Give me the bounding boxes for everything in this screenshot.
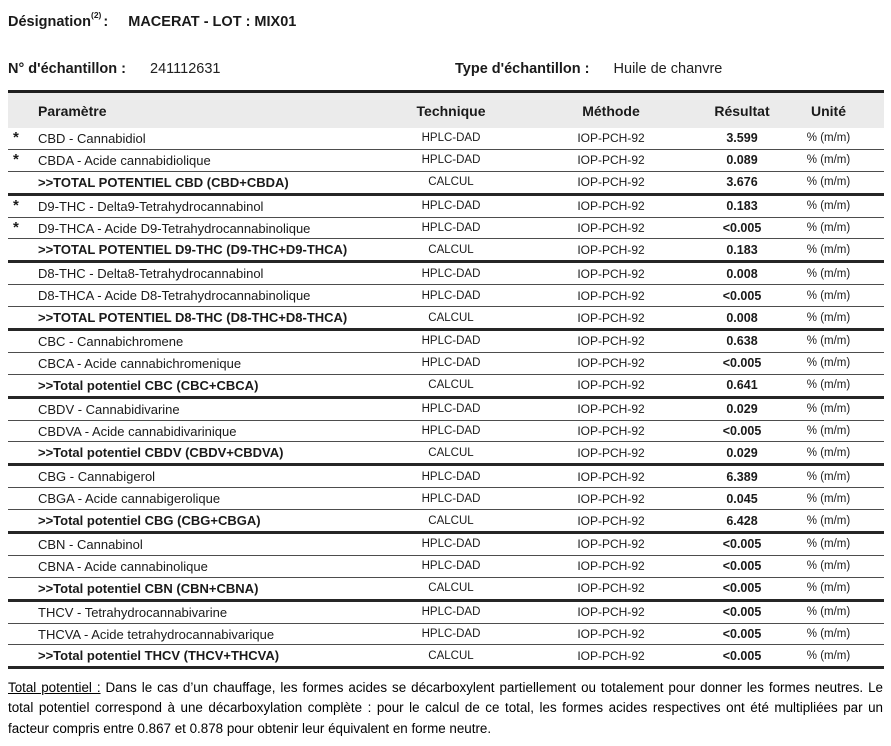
technique-cell: CALCUL	[428, 311, 474, 324]
resultat-cell: <0.005	[722, 648, 762, 663]
technique-cell: HPLC-DAD	[421, 470, 481, 483]
unite-cell: % (m/m)	[806, 425, 851, 438]
methode-cell: IOP-PCH-92	[577, 242, 645, 257]
unite-cell: % (m/m)	[806, 176, 851, 189]
unite-cell: % (m/m)	[806, 560, 851, 573]
param-cell: >>Total potentiel CBC (CBC+CBCA)	[38, 377, 259, 393]
table-row	[8, 466, 884, 488]
technique-cell: HPLC-DAD	[421, 267, 481, 280]
technique-cell: HPLC-DAD	[421, 425, 481, 438]
methode-cell: IOP-PCH-92	[577, 221, 645, 235]
technique-cell: CALCUL	[428, 514, 474, 527]
param-cell: CBN - Cannabinol	[38, 536, 143, 552]
technique-cell: HPLC-DAD	[421, 560, 481, 573]
table-row	[8, 218, 884, 240]
param-cell: THCV - Tetrahydrocannabivarine	[38, 604, 228, 620]
table-row	[8, 602, 884, 624]
param-cell: D8-THC - Delta8-Tetrahydrocannabinol	[38, 266, 264, 282]
param-cell: D9-THCA - Acide D9-Tetrahydrocannabinolique	[38, 220, 311, 236]
resultat-cell: <0.005	[722, 288, 762, 303]
technique-cell: CALCUL	[428, 243, 474, 256]
table-row	[8, 399, 884, 421]
technique-cell: HPLC-DAD	[421, 538, 481, 551]
technique-cell: HPLC-DAD	[421, 492, 481, 505]
resultat-cell: <0.005	[722, 424, 762, 439]
resultat-cell: 0.029	[726, 445, 758, 460]
designation-value: MACERAT - LOT : MIX01	[128, 14, 297, 30]
unite-cell: % (m/m)	[806, 403, 851, 416]
param-cell: CBDVA - Acide cannabidivarinique	[38, 423, 237, 439]
resultat-cell: 0.008	[726, 310, 758, 325]
technique-cell: CALCUL	[428, 379, 474, 392]
sample-info-line	[8, 61, 883, 77]
designation-footnote-ref: (2)	[90, 10, 102, 20]
unite-cell: % (m/m)	[806, 335, 851, 348]
unite-cell: % (m/m)	[806, 628, 851, 641]
methode-cell: IOP-PCH-92	[577, 310, 645, 325]
technique-cell: HPLC-DAD	[421, 335, 481, 348]
unite-cell: % (m/m)	[806, 357, 851, 370]
sample-type-label: Type d'échantillon :	[455, 61, 590, 77]
methode-cell: IOP-PCH-92	[577, 648, 645, 663]
designation-label: Désignation	[8, 14, 91, 30]
unite-cell: % (m/m)	[806, 606, 851, 619]
methode-cell: IOP-PCH-92	[577, 402, 645, 417]
unite-cell: % (m/m)	[806, 379, 851, 392]
param-cell: >>TOTAL POTENTIEL D9-THC (D9-THC+D9-THCA)	[38, 242, 348, 258]
resultat-cell: 3.599	[726, 131, 758, 146]
table-row	[8, 150, 884, 172]
param-cell: >>Total potentiel CBDV (CBDV+CBDVA)	[38, 445, 284, 461]
resultat-cell: <0.005	[722, 581, 762, 596]
methode-cell: IOP-PCH-92	[577, 175, 645, 190]
resultat-cell: 0.089	[726, 153, 758, 168]
unite-cell: % (m/m)	[806, 538, 851, 551]
resultat-cell: <0.005	[722, 221, 762, 235]
methode-cell: IOP-PCH-92	[577, 334, 645, 349]
methode-cell: IOP-PCH-92	[577, 537, 645, 552]
table-row	[8, 510, 884, 534]
methode-cell: IOP-PCH-92	[577, 266, 645, 281]
technique-cell: HPLC-DAD	[421, 200, 481, 213]
unite-cell: % (m/m)	[806, 222, 851, 234]
resultat-cell: <0.005	[722, 356, 762, 371]
table-row	[8, 556, 884, 578]
table-row	[8, 375, 884, 399]
param-cell: THCVA - Acide tetrahydrocannabivarique	[38, 626, 275, 642]
sample-number-label: N° d'échantillon :	[8, 61, 126, 77]
technique-cell: HPLC-DAD	[421, 222, 481, 234]
technique-cell: CALCUL	[428, 446, 474, 459]
accreditation-star: *	[13, 219, 19, 236]
resultat-cell: 0.008	[726, 266, 758, 281]
resultat-cell: 0.029	[726, 402, 758, 417]
technique-cell: CALCUL	[428, 582, 474, 595]
param-cell: CBG - Cannabigerol	[38, 469, 156, 485]
param-cell: >>Total potentiel CBG (CBG+CBGA)	[38, 513, 261, 529]
table-row	[8, 624, 884, 646]
technique-cell: HPLC-DAD	[421, 606, 481, 619]
technique-cell: HPLC-DAD	[421, 628, 481, 641]
resultat-cell: 6.389	[726, 469, 758, 484]
table-row	[8, 128, 884, 150]
table-row	[8, 307, 884, 331]
unite-cell: % (m/m)	[806, 514, 851, 527]
resultat-cell: 0.641	[726, 378, 758, 393]
table-row	[8, 421, 884, 443]
param-cell: >>Total potentiel THCV (THCV+THCVA)	[38, 648, 280, 664]
unite-cell: % (m/m)	[806, 243, 851, 256]
methode-cell: IOP-PCH-92	[577, 491, 645, 506]
resultat-cell: 0.045	[726, 491, 758, 506]
header-resultat: Résultat	[714, 102, 770, 119]
table-row	[8, 442, 884, 466]
param-cell: D8-THCA - Acide D8-Tetrahydrocannabinolique	[38, 288, 311, 304]
unite-cell: % (m/m)	[806, 470, 851, 483]
param-cell: CBDV - Cannabidivarine	[38, 401, 180, 417]
methode-cell: IOP-PCH-92	[577, 378, 645, 393]
methode-cell: IOP-PCH-92	[577, 424, 645, 439]
unite-cell: % (m/m)	[806, 267, 851, 280]
resultat-cell: 0.183	[726, 199, 758, 214]
resultat-cell: <0.005	[722, 559, 762, 574]
table-row	[8, 331, 884, 353]
table-row	[8, 172, 884, 196]
methode-cell: IOP-PCH-92	[577, 356, 645, 371]
resultat-cell: 0.183	[726, 242, 758, 257]
technique-cell: HPLC-DAD	[421, 403, 481, 416]
table-row	[8, 263, 884, 285]
methode-cell: IOP-PCH-92	[577, 513, 645, 528]
methode-cell: IOP-PCH-92	[577, 131, 645, 146]
param-cell: CBDA - Acide cannabidiolique	[38, 152, 211, 168]
resultat-cell: <0.005	[722, 627, 762, 642]
param-cell: CBCA - Acide cannabichromenique	[38, 355, 242, 371]
unite-cell: % (m/m)	[806, 446, 851, 459]
designation-colon: :	[103, 14, 109, 30]
technique-cell: HPLC-DAD	[421, 357, 481, 370]
sample-number-value: 241112631	[150, 61, 221, 77]
param-cell: CBD - Cannabidiol	[38, 130, 146, 146]
table-row	[8, 578, 884, 602]
footnote-lead: Total potentiel :	[8, 680, 101, 696]
header-methode: Méthode	[582, 102, 640, 119]
param-cell: D9-THC - Delta9-Tetrahydrocannabinol	[38, 198, 264, 214]
resultat-cell: <0.005	[722, 605, 762, 620]
unite-cell: % (m/m)	[806, 200, 851, 213]
footnote-total-potentiel	[8, 678, 883, 738]
param-cell: >>Total potentiel CBN (CBN+CBNA)	[38, 580, 259, 596]
resultat-cell: 0.638	[726, 334, 758, 349]
table-row	[8, 645, 884, 669]
sample-type-group	[455, 61, 722, 77]
methode-cell: IOP-PCH-92	[577, 559, 645, 574]
technique-cell: CALCUL	[428, 649, 474, 662]
sample-type-value: Huile de chanvre	[613, 61, 723, 77]
technique-cell: HPLC-DAD	[421, 289, 481, 302]
table-row	[8, 196, 884, 218]
resultat-cell: 3.676	[726, 175, 758, 190]
methode-cell: IOP-PCH-92	[577, 581, 645, 596]
unite-cell: % (m/m)	[806, 649, 851, 662]
unite-cell: % (m/m)	[806, 311, 851, 324]
unite-cell: % (m/m)	[806, 154, 851, 167]
param-cell: >>TOTAL POTENTIEL CBD (CBD+CBDA)	[38, 174, 289, 190]
methode-cell: IOP-PCH-92	[577, 605, 645, 620]
methode-cell: IOP-PCH-92	[577, 445, 645, 460]
table-row	[8, 534, 884, 556]
results-table	[8, 90, 884, 669]
header-unite: Unité	[811, 102, 846, 119]
unite-cell: % (m/m)	[806, 492, 851, 505]
table-row	[8, 353, 884, 375]
accreditation-star: *	[13, 197, 19, 215]
header-parametre: Paramètre	[38, 102, 107, 119]
technique-cell: HPLC-DAD	[421, 154, 481, 167]
footnote-text: Dans le cas d’un chauffage, les formes acides se décarboxylent partiellement ou totalement pour donner les formes neutres. Le total potentiel correspond à une décarboxylation complète : pour le calcul de ce total, les formes acides respectives ont été multipliées par un facteur compris entre 0.867 et 0.878 pour obtenir leur équivalent en forme neutre.	[8, 680, 883, 736]
methode-cell: IOP-PCH-92	[577, 469, 645, 484]
methode-cell: IOP-PCH-92	[577, 153, 645, 168]
unite-cell: % (m/m)	[806, 289, 851, 302]
table-row	[8, 239, 884, 263]
table-header-row	[8, 93, 884, 128]
table-row	[8, 488, 884, 510]
unite-cell: % (m/m)	[806, 132, 851, 145]
accreditation-star: *	[13, 151, 19, 169]
accreditation-star: *	[13, 129, 19, 147]
table-body	[8, 128, 884, 669]
methode-cell: IOP-PCH-92	[577, 288, 645, 303]
resultat-cell: 6.428	[726, 513, 758, 528]
table-row	[8, 285, 884, 307]
technique-cell: CALCUL	[428, 176, 474, 189]
unite-cell: % (m/m)	[806, 582, 851, 595]
sample-number-group	[8, 61, 455, 77]
param-cell: CBNA - Acide cannabinolique	[38, 558, 208, 574]
technique-cell: HPLC-DAD	[421, 132, 481, 145]
methode-cell: IOP-PCH-92	[577, 627, 645, 642]
methode-cell: IOP-PCH-92	[577, 199, 645, 214]
param-cell: CBGA - Acide cannabigerolique	[38, 491, 221, 507]
designation-line	[8, 10, 883, 30]
param-cell: >>TOTAL POTENTIEL D8-THC (D8-THC+D8-THCA)	[38, 310, 348, 326]
header-technique: Technique	[416, 102, 486, 119]
param-cell: CBC - Cannabichromene	[38, 333, 184, 349]
resultat-cell: <0.005	[722, 537, 762, 552]
